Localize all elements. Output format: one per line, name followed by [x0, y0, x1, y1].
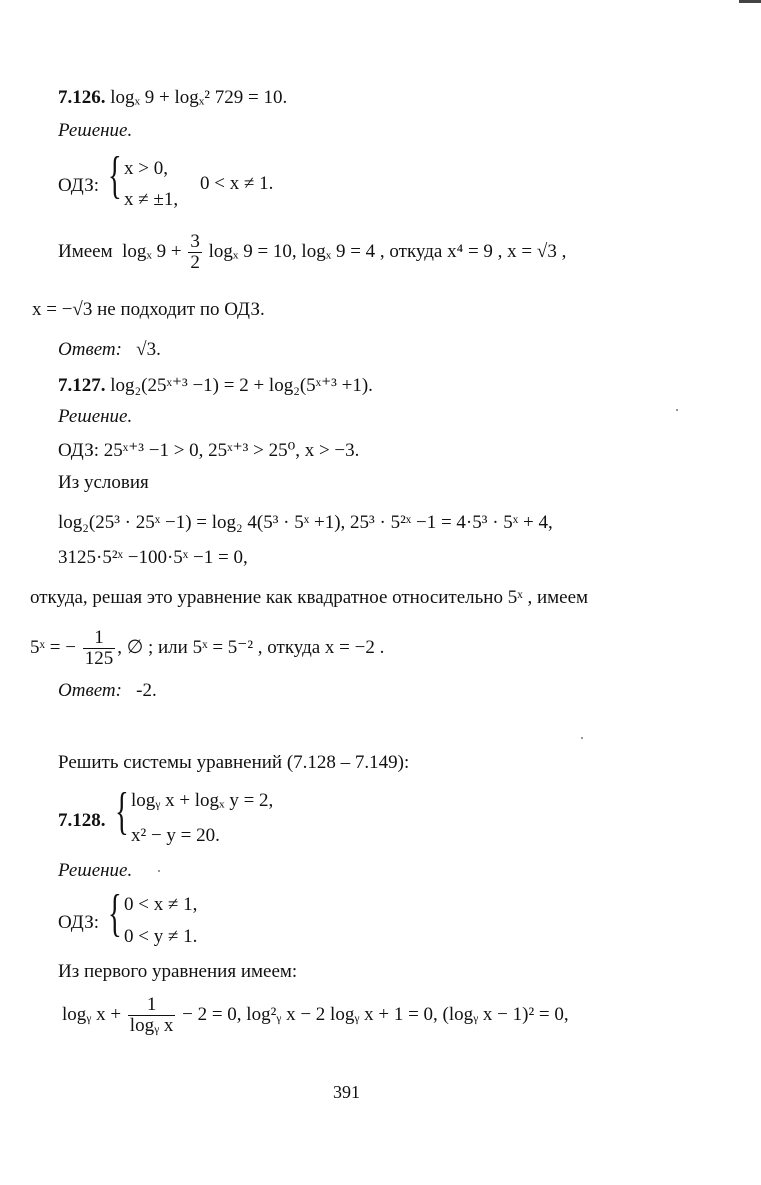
fraction-numerator: 1	[128, 995, 176, 1016]
solution-label: Решение.	[58, 860, 133, 881]
answer-value: -2.	[136, 680, 157, 701]
problem-127-heading	[58, 376, 373, 397]
fraction	[83, 628, 116, 669]
text-line: Из первого уравнения имеем:	[58, 961, 298, 982]
fraction-denominator: logᵧ x	[129, 1014, 174, 1036]
formula-fragment: logᵧ x +	[62, 1003, 122, 1025]
system-brace: {	[108, 885, 122, 942]
solution-label: Решение.	[58, 120, 133, 141]
text-fragment: Имеем	[58, 240, 113, 262]
problem-126-heading	[58, 88, 287, 109]
derivation-line: x = −√3 не подходит по ОДЗ.	[32, 299, 265, 320]
page-corner-mark	[739, 0, 761, 3]
fraction	[188, 232, 202, 273]
odz-condition: 0 < y ≠ 1.	[124, 926, 198, 947]
text-line: Из условия	[58, 472, 149, 493]
odz-condition: x > 0,	[124, 158, 168, 179]
fraction-numerator: 1	[83, 628, 116, 649]
system-equation: logᵧ x + logₓ y = 2,	[131, 790, 274, 811]
odz-result: 0 < x ≠ 1.	[200, 173, 274, 194]
speck	[676, 409, 678, 411]
solution-label: Решение.	[58, 406, 133, 427]
text-line: откуда, решая это уравнение как квадратное относительно 5ˣ , имеем	[30, 587, 589, 608]
derivation-line	[62, 995, 569, 1036]
fraction-denominator: 125	[84, 647, 114, 669]
formula-fragment: − 2 = 0, log²ᵧ x − 2 logᵧ x + 1 = 0, (logᵧ x − 1)² = 0,	[182, 1003, 569, 1025]
system-brace: {	[115, 783, 129, 840]
derivation-line: log₂(25³ · 25ˣ −1) = log₂ 4(5³ · 5ˣ +1), 25³ · 5²ˣ −1 = 4·5³ · 5ˣ + 4,	[58, 512, 553, 533]
derivation-line	[58, 232, 566, 273]
odz-condition: x ≠ ±1,	[124, 189, 179, 210]
formula-fragment: logₓ 9 = 10, logₓ 9 = 4 , откуда x⁴ = 9 , x = √3 ,	[208, 240, 567, 262]
problem-number: 7.127.	[58, 375, 106, 396]
speck	[158, 870, 160, 872]
answer-label: Ответ:	[58, 680, 122, 701]
odz-condition: 0 < x ≠ 1,	[124, 894, 198, 915]
fraction	[128, 995, 176, 1036]
speck	[581, 737, 583, 739]
odz-line: ОДЗ: 25ˣ⁺³ −1 > 0, 25ˣ⁺³ > 25⁰, x > −3.	[58, 440, 360, 461]
fraction-denominator: 2	[190, 251, 200, 273]
problem-number: 7.128.	[58, 810, 106, 831]
answer-value: √3.	[136, 339, 161, 360]
formula-fragment: , ∅ ; или 5ˣ = 5⁻² , откуда x = −2 .	[117, 636, 385, 658]
answer-label: Ответ:	[58, 339, 122, 360]
answer-line	[58, 340, 161, 361]
page-number: 391	[333, 1082, 360, 1102]
problem-equation: logₓ 9 + logₓ² 729 = 10.	[110, 87, 288, 108]
problem-number: 7.126.	[58, 87, 106, 108]
roots-line	[30, 628, 384, 669]
system-equation: x² − y = 20.	[131, 825, 220, 846]
formula-fragment: 5ˣ = −	[30, 636, 76, 658]
derivation-line: 3125·5²ˣ −100·5ˣ −1 = 0,	[58, 547, 248, 568]
section-heading: Решить системы уравнений (7.128 – 7.149):	[58, 752, 410, 773]
fraction-numerator: 3	[190, 231, 200, 252]
answer-line	[58, 681, 157, 702]
odz-label: ОДЗ:	[58, 175, 100, 196]
system-brace: {	[108, 147, 122, 204]
problem-equation: log₂(25ˣ⁺³ −1) = 2 + log₂(5ˣ⁺³ +1).	[110, 375, 373, 396]
formula-fragment: logₓ 9 +	[122, 240, 182, 262]
odz-label: ОДЗ:	[58, 912, 100, 933]
